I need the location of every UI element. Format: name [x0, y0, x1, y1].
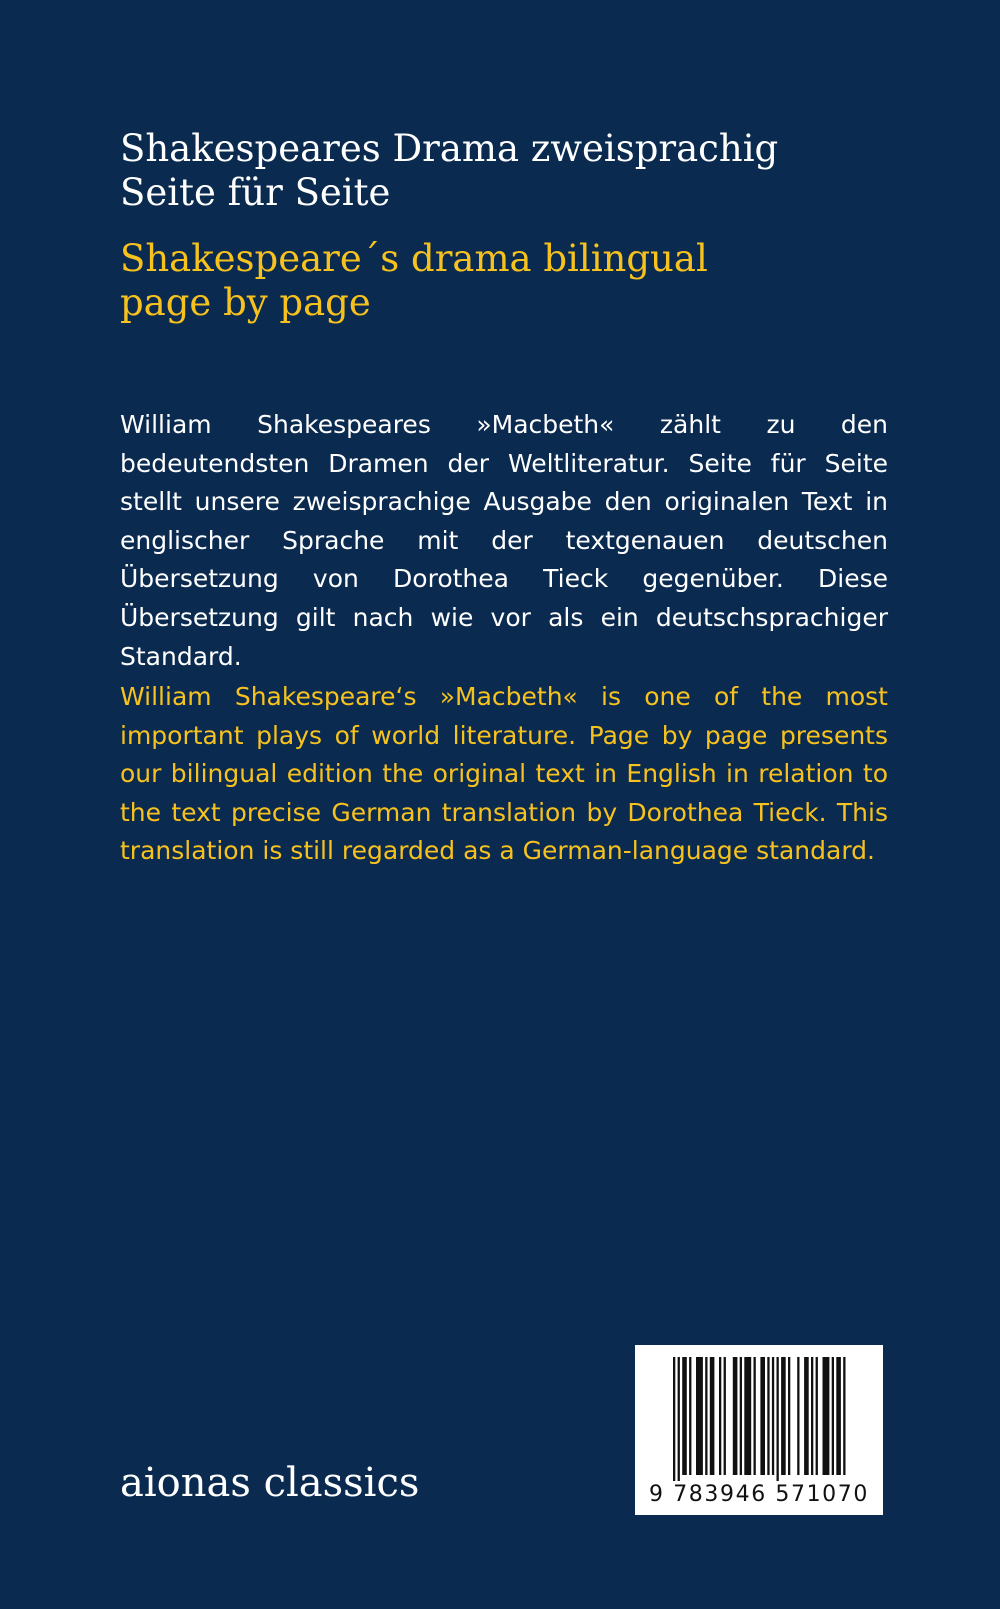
isbn-barcode — [635, 1345, 883, 1515]
blurb-german: William Shakespeares »Macbeth« zählt zu den bedeutendsten Dramen der Weltliteratur. Seite für Seite stellt unsere zweisprachige Ausgabe den originalen Text in englischer Sprache mit der textgenauen deutschen Übersetzung von Dorothea Tieck gegenüber. Diese Übersetzung gilt nach wie vor als ein deutschsprachiger Standard. — [120, 410, 888, 671]
barcode-bar — [832, 1357, 834, 1475]
barcode-bar — [811, 1357, 813, 1475]
blurb-english: William Shakespeare‘s »Macbeth« is one of the most important plays of world literature. Page by page presents our bilingual edition the original text in English in relation to the text precise German translation by Dorothea Tieck. This translation is still regarded as a German-language standard. — [120, 682, 888, 866]
barcode-bar — [705, 1357, 707, 1475]
barcode-bar — [678, 1357, 680, 1481]
title-english — [120, 237, 920, 325]
barcode-bar — [710, 1357, 715, 1475]
barcode-bar — [733, 1357, 738, 1475]
barcode-bar — [719, 1357, 721, 1475]
barcode-bar — [696, 1357, 703, 1475]
barcode-bar — [740, 1357, 742, 1475]
barcode-bar — [797, 1357, 799, 1475]
barcode-bar — [836, 1357, 841, 1475]
barcode-bar — [772, 1357, 774, 1475]
barcode-bars — [635, 1345, 883, 1481]
barcode-bar — [816, 1357, 818, 1475]
barcode-bar — [804, 1357, 809, 1475]
barcode-bar — [777, 1357, 779, 1481]
barcode-digits: 9 783946 571070 — [649, 1482, 869, 1507]
barcode-bar — [744, 1357, 751, 1475]
barcode-bar — [788, 1357, 790, 1475]
barcode-bar — [760, 1357, 765, 1475]
barcode-bar — [754, 1357, 756, 1475]
barcode-bar — [673, 1357, 675, 1481]
barcode-bar — [767, 1357, 769, 1475]
barcode-bar — [823, 1357, 830, 1475]
title-german-line-1: Shakespeares Drama zweisprachig — [120, 127, 779, 170]
barcode-bar — [843, 1357, 845, 1475]
barcode-bar — [724, 1357, 726, 1475]
publisher-name: aionas classics — [120, 1460, 420, 1506]
title-german-line-2: Seite für Seite — [120, 171, 391, 214]
title-english-line-1: Shakespeare´s drama bilingual — [120, 237, 708, 280]
barcode-bar — [682, 1357, 687, 1475]
barcode-bar — [689, 1357, 691, 1475]
title-english-line-2: page by page — [120, 281, 371, 324]
barcode-bar — [781, 1357, 786, 1475]
title-german — [120, 127, 920, 215]
